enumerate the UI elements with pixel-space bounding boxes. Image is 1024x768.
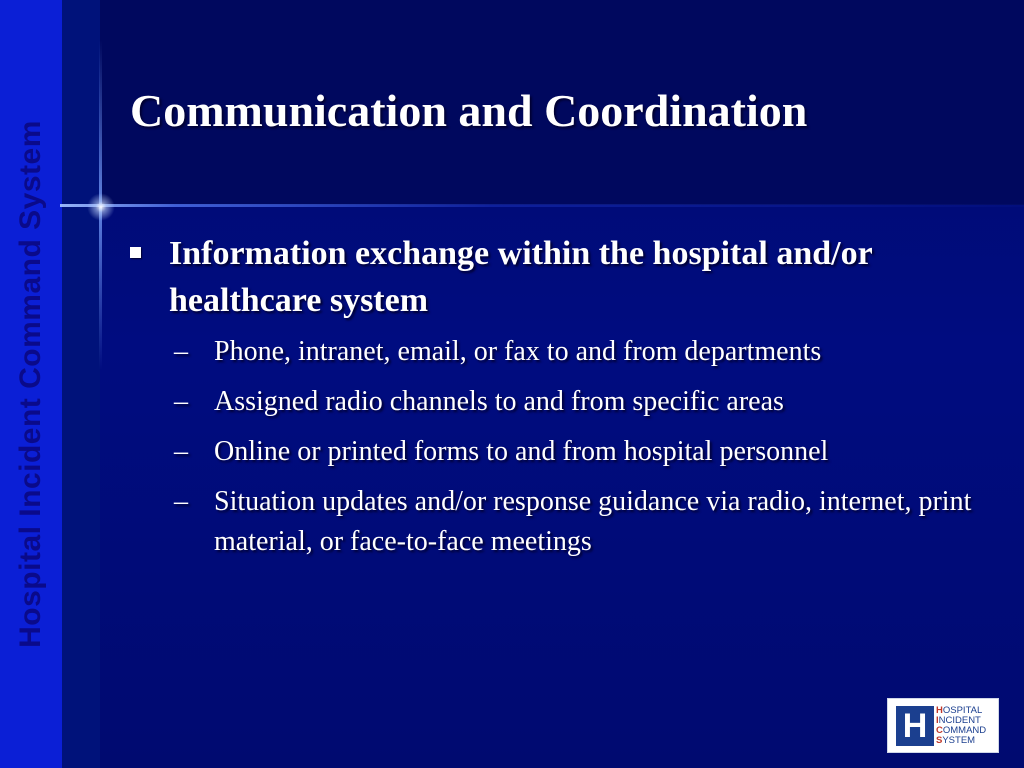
slide-title: Communication and Coordination (130, 85, 808, 136)
left-band (0, 0, 62, 768)
sparkle-icon (86, 192, 116, 222)
sub-bullet-item (174, 382, 1000, 422)
hics-logo (887, 698, 999, 753)
dash-marker: – (174, 386, 188, 417)
logo-wordmark (936, 706, 986, 746)
logo-line: INCIDENT (936, 715, 981, 726)
logo-line: HOSPITAL (936, 705, 983, 716)
sub-bullet-list (174, 332, 1000, 562)
slide-content (130, 230, 1000, 572)
sub-bullet-text: Situation updates and/or response guidance via radio, internet, print material, or face-to-face meetings (214, 486, 972, 557)
logo-line: COMMAND (936, 725, 987, 736)
dash-marker: – (174, 436, 188, 467)
sub-bullet-text: Assigned radio channels to and from specific areas (214, 386, 784, 417)
logo-line: SYSTEM (936, 735, 976, 746)
sub-bullet-item (174, 482, 1000, 562)
sub-bullet-text: Phone, intranet, email, or fax to and from departments (214, 336, 822, 367)
square-bullet-icon (130, 247, 141, 258)
logo-h-icon: H (896, 706, 934, 746)
sub-bullet-item (174, 332, 1000, 372)
dash-marker: – (174, 336, 188, 367)
title-divider (60, 204, 1024, 207)
bullet-item (130, 230, 1000, 324)
sub-bullet-text: Online or printed forms to and from hospital personnel (214, 436, 829, 467)
sub-bullet-item (174, 432, 1000, 472)
left-inner-band (62, 0, 100, 768)
dash-marker: – (174, 486, 188, 517)
bullet-text: Information exchange within the hospital and/or healthcare system (169, 235, 873, 319)
vertical-label: Hospital Incident Command System (14, 120, 47, 648)
